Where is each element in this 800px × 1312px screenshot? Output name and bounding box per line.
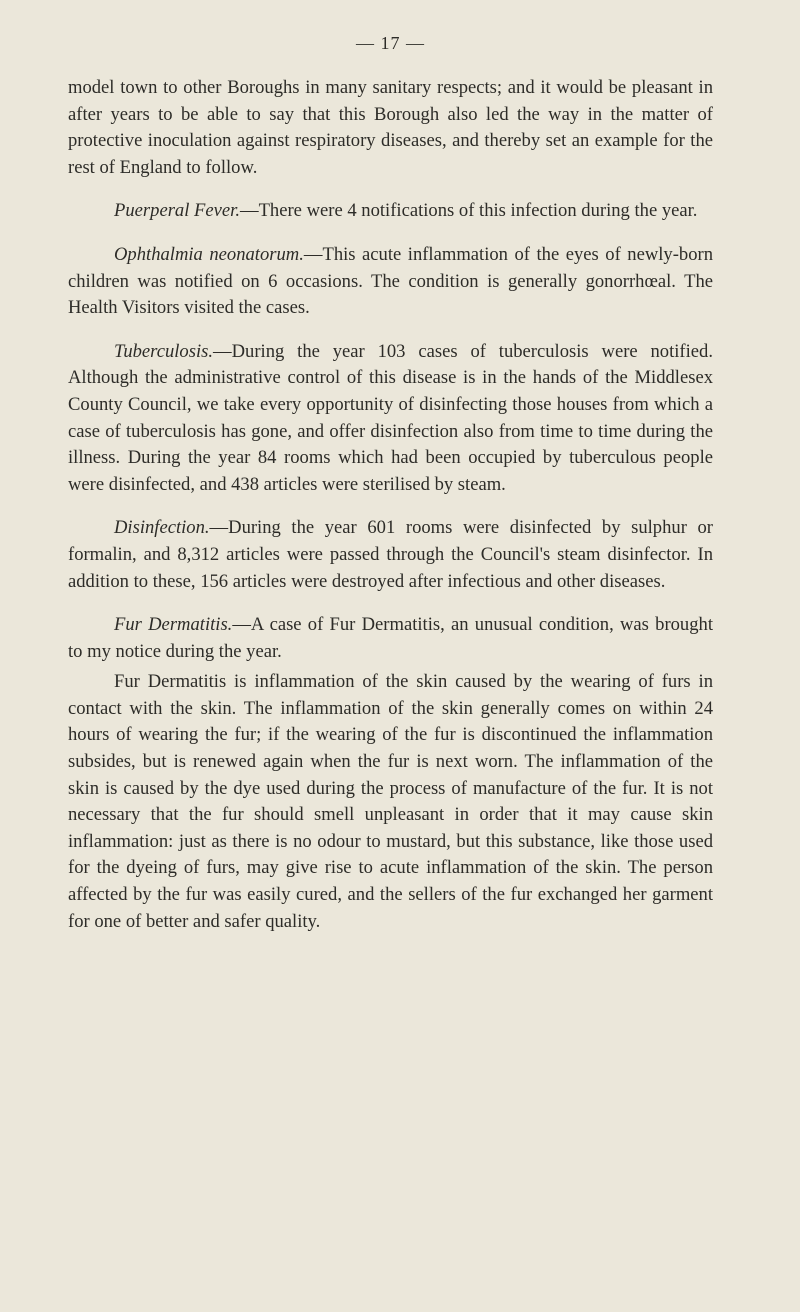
paragraph-text: —There were 4 notifications of this infection during the year. — [239, 200, 698, 222]
paragraph-text: Fur Dermatitis is inflammation of the skin caused by the wearing of furs in contact with the skin. The inflammation of the skin generally comes on within 24 hours of wearing the fur; if the wearing of the fur is discontinued the inflammation subsides, but is renewed again when the fur is next worn. The inflammation of the skin is caused by the dye used during the process of manufacture of the fur. It is not necessary that the fur should smell unpleasant in order that it may cause skin inflammation: just as there is no odour to mustard, but this substance, like those used for the dyeing of furs, may give rise to acute inflammation of the skin. The person affected by the fur was easily cured, and the sellers of the fur exchanged her garment for one of better and safer quality. — [68, 671, 713, 932]
paragraph-fur-dermatitis-body — [68, 669, 713, 935]
document-page — [68, 30, 713, 952]
paragraph-text: —During the year 103 cases of tuberculosis were notified. Although the administrative control of this disease is in the hands of the Middlesex County Council, we take every opportunity of disinfecting those houses from which a case of tuberculosis has gone, and offer disinfection also from time to time during the illness. During the year 84 rooms which had been occupied by tuberculous people were disinfected, and 438 articles were sterilised by steam. — [68, 340, 713, 495]
paragraph-puerperal-fever — [68, 198, 713, 225]
paragraph-text: —During the year 601 rooms were disinfected by sulphur or formalin, and 8,312 articles were passed through the Council's steam disinfector. In addition to these, 156 articles were destroyed after infectious and other diseases. — [68, 517, 713, 592]
section-heading-ophthalmia: Ophthalmia neonatorum. — [114, 243, 304, 265]
paragraph-text: model town to other Boroughs in many sanitary respects; and it would be pleasant in after years to be able to say that this Borough also led the way in the matter of protective inoculation against respiratory diseases, and thereby set an example for the rest of England to follow. — [68, 77, 713, 178]
paragraph-text: —This acute inflammation of the eyes of newly-born children was notified on 6 occasions. The condition is generally gonorrhœal. The Health Visitors visited the cases. — [68, 243, 713, 319]
section-heading-puerperal-fever: Puerperal Fever. — [114, 200, 240, 222]
page-number: — 17 — — [356, 33, 425, 53]
paragraph-continuation — [68, 75, 713, 181]
paragraph-fur-dermatitis-intro — [68, 612, 713, 665]
paragraph-ophthalmia — [68, 242, 713, 322]
section-heading-fur-dermatitis: Fur Dermatitis. — [114, 614, 233, 636]
paragraph-disinfection — [68, 515, 713, 595]
paragraph-tuberculosis — [68, 339, 713, 499]
section-heading-tuberculosis: Tuberculosis. — [114, 340, 214, 362]
section-heading-disinfection: Disinfection. — [114, 517, 210, 539]
paragraph-text: —A case of Fur Dermatitis, an unusual condition, was brought to my notice during the year. — [68, 614, 713, 662]
